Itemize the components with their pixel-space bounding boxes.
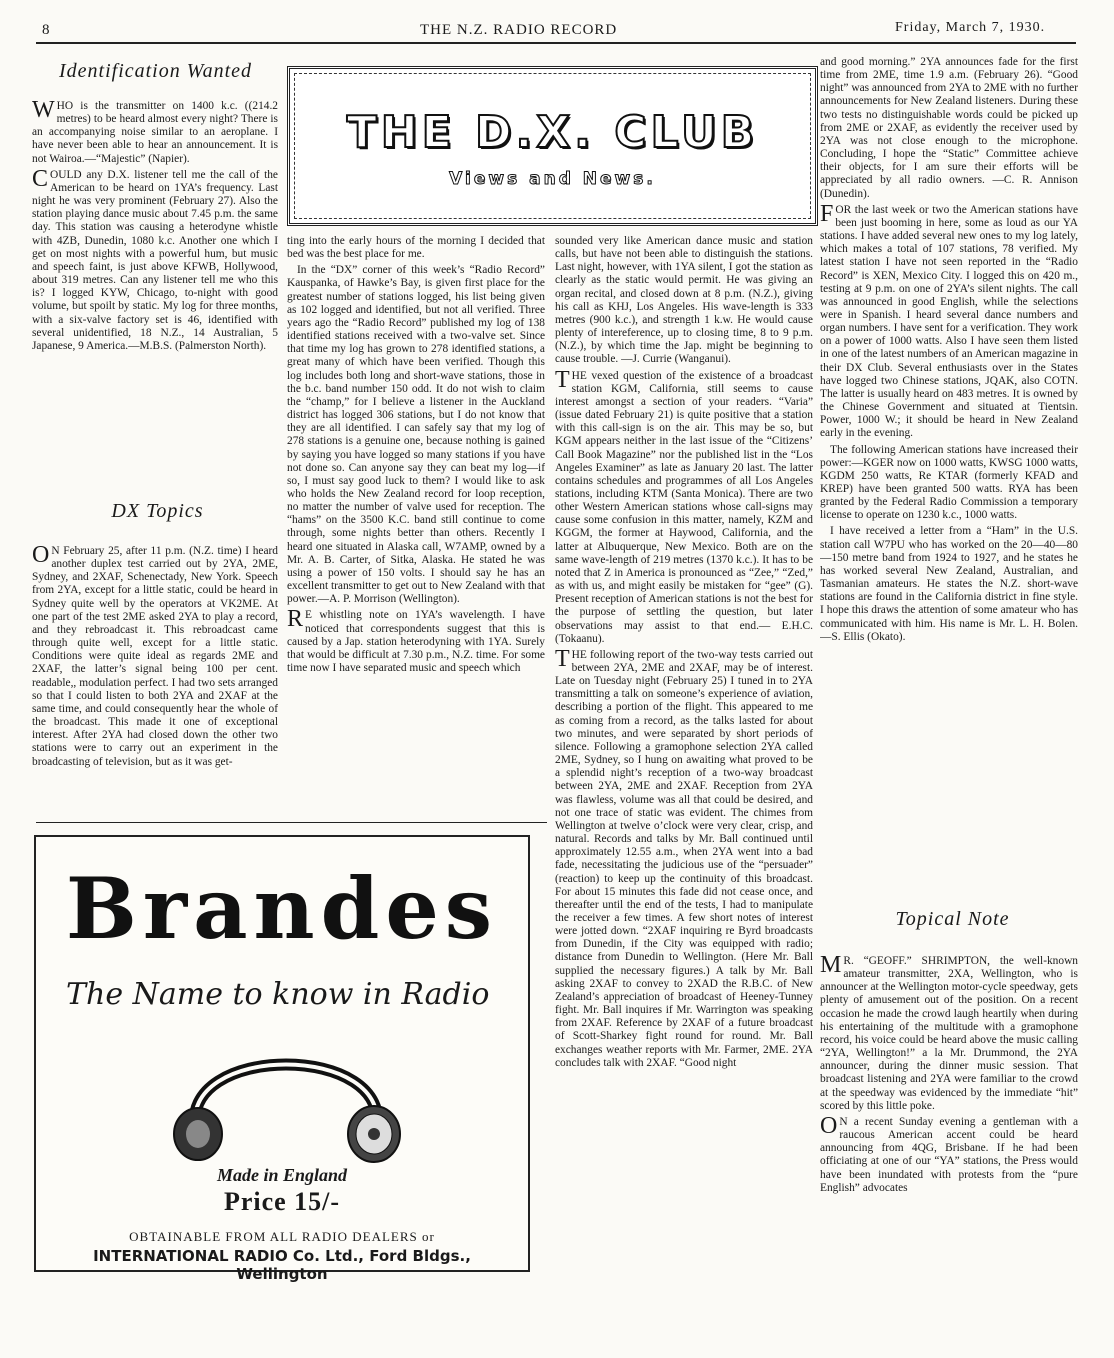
power-increases: The following American stations have increased their power:—KGER now on 1000 watts, KWSG 1000 watts, KGDM 250 watts, Re KTAR (formerly KFAD and KREP) have been granted 500 watts. RYA has been granted by the Federal Radio Commission a temporary license to operate on 1230 k.c., 1000 watts. <box>820 443 1078 522</box>
heading-dx-topics: DX Topics <box>111 500 204 522</box>
dx-club-title: THE D.X. CLUB <box>346 107 759 158</box>
letter-majestic: WHO is the transmitter on 1400 k.c. ((214.2 metres) to be heard almost every night? There is an accompanying noise similar to an aeroplane. I have never been able to hear an announcement. It is not Wairoa.—“Majestic” (Napier). <box>32 100 278 165</box>
column-2 <box>287 235 545 813</box>
headphones-illustration <box>156 1022 416 1167</box>
whistling-note-letter: RE whistling note on 1YA’s wavelength. I have noticed that correspondents suggest that this is caused by a Jap. station heterodyning with 1YA. Surely that would be difficult at 7.30 p.m., N.Z. time. For some time now I have separated music and speech which <box>287 606 545 674</box>
column-4-top <box>820 56 1078 926</box>
publication-title: THE N.Z. RADIO RECORD <box>420 22 618 38</box>
ad-price: Price 15/- <box>223 1187 341 1216</box>
kgm-question-letter: THE vexed question of the existence of a broadcast station KGM, California, still seems to cause interest amongst a section of your readers. “Varia” (issue dated February 21) is quite positive that a station with this call-sign is on the air. This may be so, but KGM appears neither in the last issue of the “Citizens’ Call Book Magazine” nor the published list in the “Los Angeles Examiner” as late as January 20 last. The latter contains schedules and programmes of all Los Angeles stations, including KTM (Santa Monica). There are two other Western American stations whose call-signs may cause some confusion in this matter, namely, KZM and KGGM, the former at Haywood, California, and the latter at Albuquerque, New Mexico. Both are on the same wave-length of 219 metres (1370 k.c.). It has to be noted that Z in America is pronounced as “Zee,” “Zed,” as with us, and might easily be mistaken for “gee” (G). Present reception of American stations is not the best for the purpose of settling the question, but later observations may assist to that end.— E.H.C. (Tokaanu). <box>555 366 813 645</box>
ad-obtainable: OBTAINABLE FROM ALL RADIO DEALERS or <box>129 1229 435 1244</box>
annison-letter: and good morning.” 2YA announces fade for the first time from 2ME, time 1.9 a.m. (February 26). “Good night” was announced from 2YA to 2ME with no further announcements for New Zealand listeners. During these two tests no distinguishable words could be picked up from 2ME or 2XAF, as evidently the receiver used by 2YA was not close enough to the microphone. Concluding, I hope the “Static” Committee achieve their objects, for I am sure their efforts will be appreciated by all radio owners. —C. R. Annison (Dunedin). <box>820 56 1078 200</box>
masthead-rule <box>36 42 1076 44</box>
column-4-bottom <box>820 955 1078 1300</box>
column-3 <box>555 235 813 1301</box>
duplex-test-article: ON February 25, after 11 p.m. (N.Z. time) I heard another duplex test carried out by 2YA, 2ME, Sydney, and 2XAF, Schenectady, New York. Speech from 2YA, except for a little static, could be heard in Sydney quite well by the operators at VK2ME. At one part of the test 2ME asked 2YA to play a record, and they rebroadcast it. This rebroadcast came through quite well, except for a little static. Conditions were quite ideal as regards 2ME and 2XAF, the latter’s signal being 100 per cent. readable,, modulation perfect. I had two sets arranged so that I could listen to both 2YA and 2XAF at the same time, and could consequently hear the whole of the broadcast. This made it one of exceptional interest. After 2YA had closed down the other two stations were to carry out an experiment in the broadcasting of television, but as it was get- <box>32 545 278 768</box>
heading-topical-note: Topical Note <box>895 908 1010 930</box>
two-way-tests-report: THE following report of the two-way tests carried out between 2YA, 2ME and 2XAF, may be of interest. Late on Tuesday night (February 25) I tuned in to 2YA transmitting a talk on someone’s experience of aviation, describing a portion of the flight. This appeared to me as coming from a record, as the talks lasted for about two minutes, and were separated by short periods of silence. Following a gramophone selection 2YA called 2ME, Sydney, so I hung on awaiting what proved to be a splendid night’s reception of a two-way broadcast between 2YA, 2ME and 2XAF. Reception from 2YA was flawless, volume was all that could be desired, and not one trace of static was evident. The chimes from Wellington at twelve o’clock were very clear, crisp, and natural. Records and talks by Mr. Ball continued until approximately 12.55 a.m., when 2YA went into a bad fade, necessitating the judicious use of the “persuader” (reaction) to keep up the continuity of this broadcast. For about 15 minutes this fade did not cease once, and thereafter until the end of the tests, I had to manipulate the receiver a few times. A few short notes of interest were jotted down. “2XAF inquiring re Byrd broadcasts from Dunedin, if the City was equipped with radio; distance from Dunedin to Wellington. (Here Mr. Ball supplied the necessary figures.) A talk by Mr. Ball asking 2XAF to convey to 2XAD the R.B.C. of New Zealand’s appreciation of broadcast of Heeney-Tunney fight. Mr. Ball inquires if Mr. Warrington was speaking from 2XAF. Reference by 2XAF of a future broadcast of Scott-Sharkey fight round for round. Mr. Ball exchanges weather reports with Mr. Farmer, 2ME. 2YA concludes talk with 2XAF. “Good night <box>555 645 813 1069</box>
shrimpton-note: MR. “GEOFF.” SHRIMPTON, the well-known amateur transmitter, 2XA, Wellington, who is announcer at the Wellington motor-cycle speedway, gets plenty of amusement out of the position. On a recent occasion he made the crowd laugh heartily when during his entertaining of the multitude with a gramophone record, his voice could be heard above the music calling “2YA, Wellington!” a la Mr. Drummond, the 2YA announcer, during the dinner music session. That broadcast listening and 2YA were familiar to the crowd at the speedway was evidenced by the immediate “hit” scored by this little poke. <box>820 955 1078 1112</box>
column-1-bottom <box>32 545 278 810</box>
duplex-test-continued: ting into the early hours of the morning I decided that bed was the best place for me. <box>287 235 545 261</box>
ad-brand-name: Brandes <box>65 859 499 958</box>
brisbane-note: ON a recent Sunday evening a gentleman with a raucous American accent could be heard announcing from 4QG, Brisbane. If he had been officiating at one of our “YA” stations, the Press would have been inundated with protests from the “pure English” advocates <box>820 1112 1078 1194</box>
column-1-top <box>32 100 278 488</box>
heading-identification-wanted: Identification Wanted <box>58 60 252 82</box>
ad-company: INTERNATIONAL RADIO Co. Ltd., Ford Bldgs., Wellington <box>93 1247 471 1283</box>
column-rule <box>36 822 547 823</box>
letter-mbs: COULD any D.X. listener tell me the call of the American to be heard on 1YA’s frequency. Last night he was very prominent (February 27). Also the station playing dance music about 7.45 p.m. the same day. This station was causing a heterodyne whistle with 4ZB, Dunedin, 1080 k.c. Another one which I get on most nights with a powerful hum, but music and speech faint, is just above KFWB, Hollywood, about 319 metres. Can any listener tell me who this is? I logged KYW, Chicago, to-night with good volume, but spoilt by static. My log for three months, with a six-valve factory set is 46, identified with several unidentified, 18 N.Z., 14 Australian, 5 Japanese, 9 America.—M.B.S. (Palmerston North). <box>32 165 278 352</box>
ad-made-in: Made in England <box>216 1165 348 1185</box>
american-stations-letter: FOR the last week or two the American stations have been just booming in here, some as loud as our YA stations. I have added several new ones to my log lately, which makes a total of 107 stations, 78 verified. My latest station I have not seen reported in the “Radio Record” is XEN, Mexico City. I logged this on 420 m., testing at 9 p.m. on one of 2YA’s silent nights. The call was announced in good English, while the selections were in Spanish. I heard several dance numbers and organ numbers. I have sent for a verification. They work on a power of 1000 watts. Also I have seen them listed in one of the latest numbers of an American magazine in their DX Club. Several enthusiasts over in the States have logged two Chinese stations, JQAK, also COTN. The latter is usually heard on 483 metres. It is owned by the Chinese Government and situated at Tientsin. Power, 1000 W.; it should be heard in New Zealand early in the evening. <box>820 200 1078 440</box>
dx-club-subtitle: Views and News. <box>449 169 656 189</box>
issue-date: Friday, March 7, 1930. <box>895 20 1046 35</box>
brandes-advertisement <box>34 835 530 1283</box>
dx-club-banner <box>287 66 818 226</box>
ham-letter: I have received a letter from a “Ham” in the U.S. station call W7PU who has worked on the 20—40—80—150 metre band from 1924 to 1927, and he states he has worked several New Zealand, Australian, and Tasmanian amateurs. He states the N.Z. short-wave stations are found in the California district in fine style. I hope this draws the attention of some amateur who has communicated with him. His name is Mr. L. H. Bolen.—S. Ellis (Okato). <box>820 525 1078 643</box>
morrison-letter: In the “DX” corner of this week’s “Radio Record” Kauspanka, of Hawke’s Bay, is given first place for the greatest number of stations logged, his list being given as 102 logged and identified, but not all verified. Three years ago the “Radio Record” published my log of 138 identified stations received with a two-valve set. Since that time my log has grown to 278 identified stations, a great many of which have been verified. Though this log includes both long and short-wave stations, those in the b.c. band number 150 odd. It do not wish to claim the “champ,” for I believe a listener in the Auckland district has logged 306 stations, but I do not know that they are all identified. I can safely say that my log of 278 stations is a genuine one, because nothing is gained by saying you have logged so many stations if you have not done so. Can anyone say they can beat my log—if so, I must say good luck to them? I would like to ask who holds the New Zealand record for loop reception, no matter the number of valve used for reception. The “hams” on the 3500 K.C. band still continue to come through, some nights better than others. Recently I heard one situated in Alaska call, W7AMP, owned by a Mr. A. B. Carter, of Sitka, Alaska. He stated he was using a power of 150 volts. I should say he has an excellent transmitter to get out to New Zealand with that power.—A. P. Morrison (Wellington). <box>287 264 545 606</box>
page-number: 8 <box>42 22 51 38</box>
ad-tagline: The Name to know in Radio <box>66 977 490 1012</box>
currie-letter: sounded very like American dance music and station calls, but have not been able to distinguish the stations. Last night, however, with 1YA silent, I got the station as clearly as the static would permit. He was giving an organ recital, and closed down at 8 p.m. (N.Z.), giving his call as KHJ, Los Angeles. His wave-length is 333 metres (900 k.c.), and strength 1 k.w. He would cause plenty of intereference, up to closing time, 8 to 9 p.m. (N.Z.), by which time the Jap. might be beginning to cause trouble. —J. Currie (Wanganui). <box>555 235 813 366</box>
